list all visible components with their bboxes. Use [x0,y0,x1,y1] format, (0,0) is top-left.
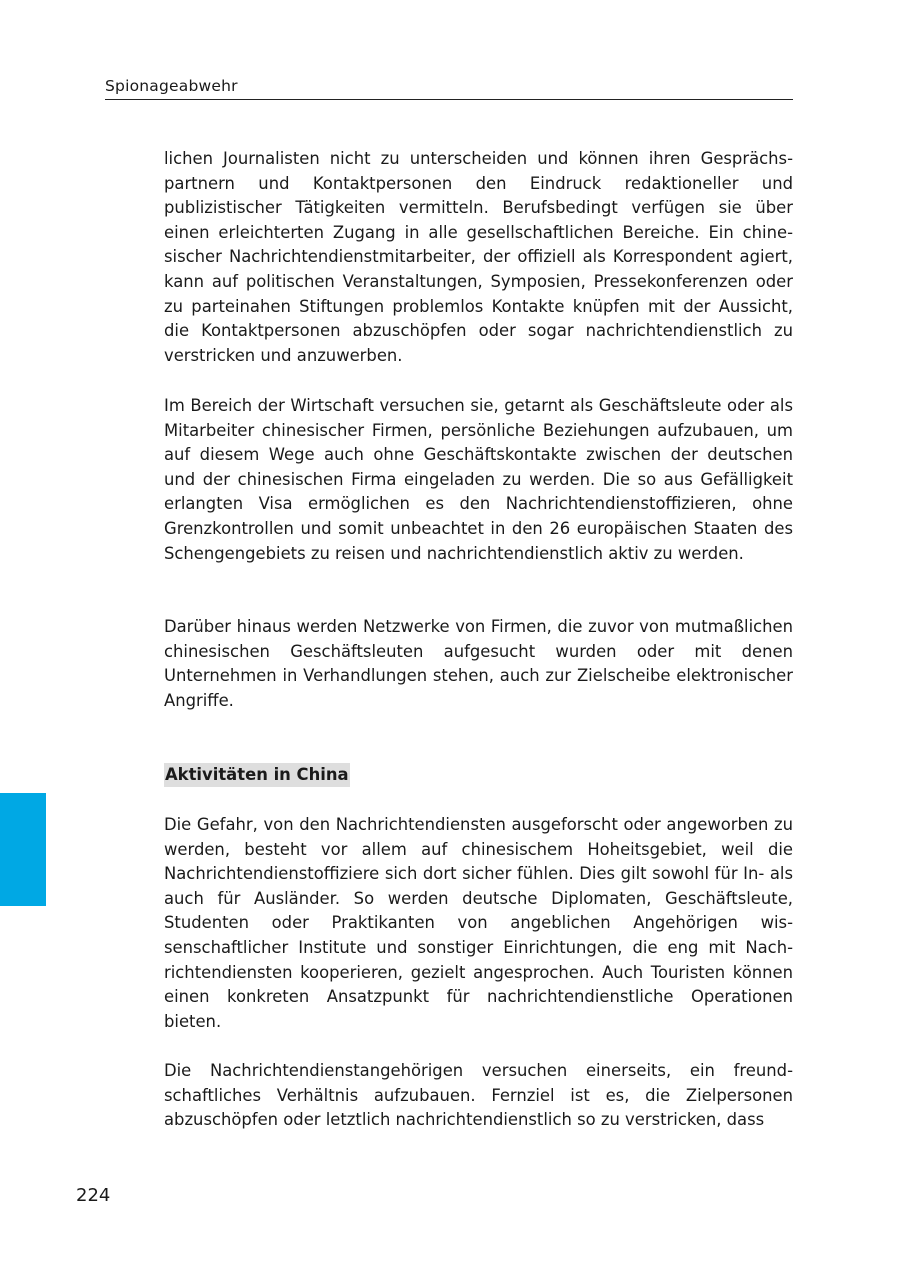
section-heading: Aktivitäten in China [164,763,350,787]
paragraph-friendship: Die Nachrichtendienstangehörigen versuchen einerseits, ein freundschaftliches Verhältnis aufzubauen. Fernziel ist es, die Zielpersonen abzuschöpfen oder letztlich nachrichtendienstlich so zu verstricken, dass [164,1061,793,1130]
page-number: 224 [76,1185,111,1206]
paragraph-networks: Darüber hinaus werden Netzwerke von Firmen, die zuvor von mutmaßlichen chinesischen Geschäftsleuten aufgesucht wurden oder mit denen Unternehmen in Verhandlungen stehen, auch zur Zielscheibe elektronischer Angriffe. [164,617,793,710]
paragraph-journalists: lichen Journalisten nicht zu unterscheiden und können ihren Gesprächspartnern und Kontaktpersonen den Eindruck redaktioneller und publizistischer Tätigkeiten vermitteln. Berufsbedingt verfügen sie über einen erleichterten Zugang in alle gesellschaftlichen Bereiche. Ein chinesischer Nachrichtendienstmitarbeiter, der offiziell als Korrespondent agiert, kann auf politischen Veranstaltungen, Symposien, Pressekonferenzen oder zu parteinahen Stiftungen problemlos Kontakte knüpfen mit der Aussicht, die Kontaktpersonen abzuschöpfen oder sogar nachrichtendienstlich zu verstricken und anzuwerben. [164,149,793,365]
chapter-side-tab [0,793,46,906]
paragraph-danger: Die Gefahr, von den Nachrichtendiensten ausgeforscht oder angeworben zu werden, besteht vor allem auf chinesischem Hoheitsgebiet, weil die Nachrichtendienstoffiziere sich dort sicher fühlen. Dies gilt sowohl für In- als auch für Ausländer. So werden deutsche Diplomaten, Geschäftsleute, Studenten oder Praktikanten von angeblichen Angehörigen wissenschaftlicher Institute und sonstiger Einrichtungen, die eng mit Nachrichtendiensten kooperieren, gezielt angesprochen. Auch Touristen können einen konkreten Ansatzpunkt für nachrichtendienstliche Operationen bieten. [164,815,793,1031]
paragraph-economy: Im Bereich der Wirtschaft versuchen sie, getarnt als Geschäftsleute oder als Mitarbeiter chinesischer Firmen, persönliche Beziehungen aufzubauen, um auf diesem Wege auch ohne Geschäftskontakte zwischen der deutschen und der chinesischen Firma eingeladen zu werden. Die so aus Gefälligkeit erlangten Visa ermöglichen es den Nachrichtendienstoffizieren, ohne Grenzkontrollen und somit unbeachtet in den 26 europäischen Staaten des Schengengebiets zu reisen und nachrichtendienstlich aktiv zu werden. [164,396,793,563]
running-title: Spionageabwehr [105,77,238,95]
running-header [105,75,793,100]
